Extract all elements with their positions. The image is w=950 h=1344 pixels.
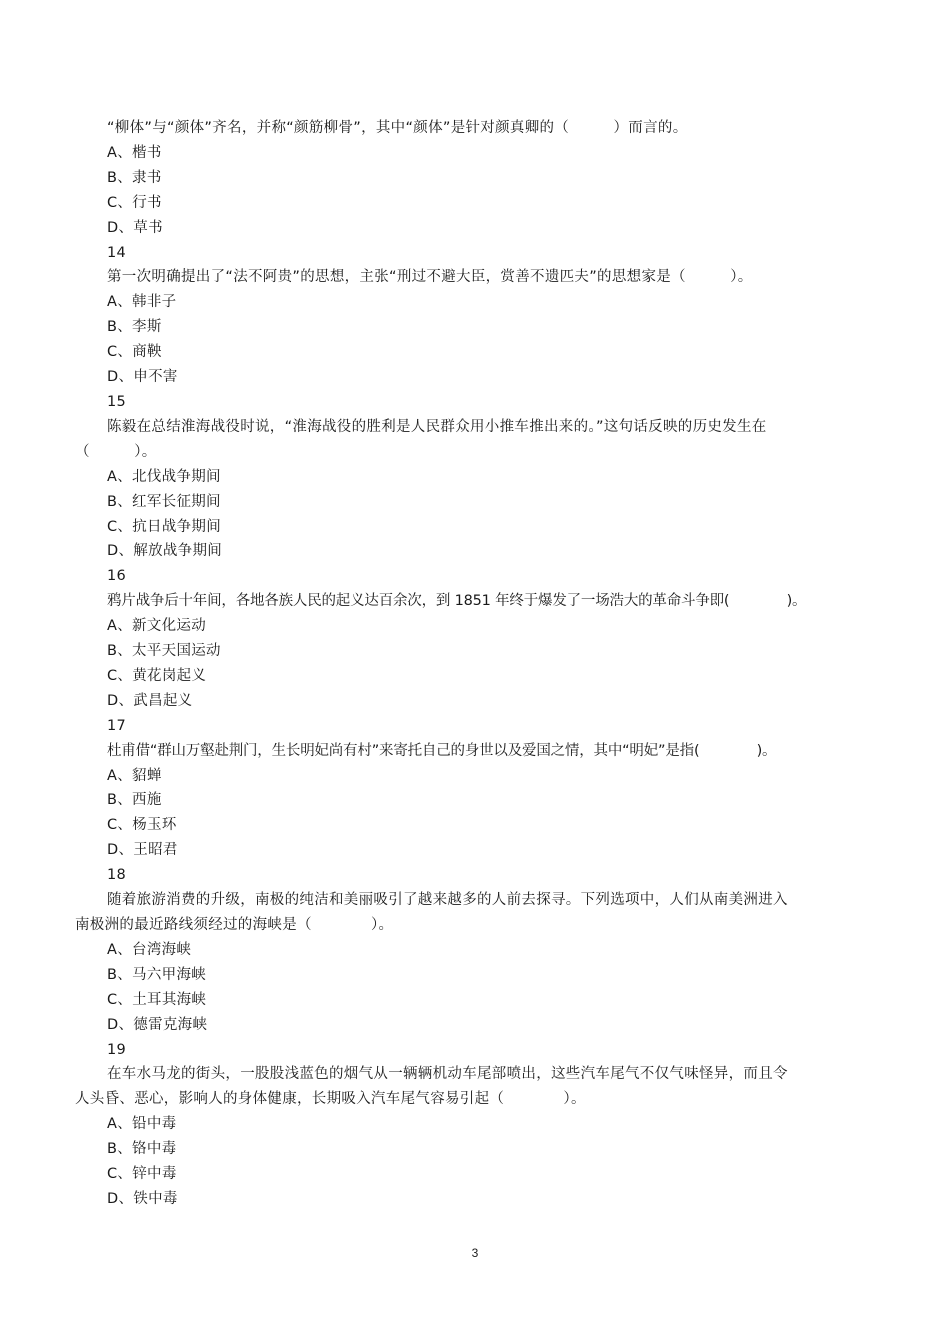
option-d: D、铁中毒 — [107, 1190, 178, 1207]
option-b: B、李斯 — [107, 319, 162, 336]
question-14 — [75, 241, 875, 390]
question-number: 19 — [107, 1041, 127, 1058]
option-d: D、武昌起义 — [107, 692, 193, 709]
question-stem: 杜甫借“群山万壑赴荆门，生长明妃尚有村”来寄托自己的身世以及爱国之情，其中“明妃”是指( )。 — [107, 742, 777, 759]
option-a: A、北伐战争期间 — [107, 468, 221, 485]
option-c: C、杨玉环 — [107, 817, 177, 834]
option-b: B、太平天国运动 — [107, 643, 221, 660]
question-number: 18 — [107, 867, 127, 884]
question-stem-line-1: 在车水马龙的街头，一股股浅蓝色的烟气从一辆辆机动车尾部喷出，这些汽车尾气不仅气味怪异，而且令 — [107, 1066, 788, 1083]
question-stem-line-2: 南极洲的最近路线须经过的海峡是（ ）。 — [75, 917, 394, 933]
option-a: A、新文化运动 — [107, 618, 207, 635]
question-number: 17 — [107, 717, 127, 734]
option-a: A、貂蝉 — [107, 767, 162, 784]
question-stem-line-1: 随着旅游消费的升级，南极的纯洁和美丽吸引了越来越多的人前去探寻。下列选项中，人们从南美洲进入 — [107, 892, 788, 909]
question-13 — [75, 116, 875, 241]
option-b: B、铬中毒 — [107, 1141, 177, 1158]
option-d: D、德雷克海峡 — [107, 1016, 208, 1033]
option-c: C、土耳其海峡 — [107, 991, 207, 1008]
option-c: C、商鞅 — [107, 344, 162, 361]
question-15 — [75, 390, 875, 564]
option-b: B、西施 — [107, 792, 162, 809]
question-stem: “柳体”与“颜体”齐名，并称“颜筋柳骨”，其中“颜体”是针对颜真卿的（ ）而言的。 — [107, 120, 688, 136]
option-c: C、锌中毒 — [107, 1166, 177, 1183]
question-19 — [75, 1038, 875, 1212]
question-number: 14 — [107, 244, 127, 261]
question-stem-line-2: （ ）。 — [75, 443, 157, 460]
question-18 — [75, 863, 875, 1037]
question-stem-line-1: 陈毅在总结淮海战役时说，“淮海战役的胜利是人民群众用小推车推出来的。”这句话反映的历史发生在 — [107, 418, 767, 435]
option-b: B、红军长征期间 — [107, 493, 221, 510]
option-c: C、抗日战争期间 — [107, 518, 222, 535]
option-b: B、隶书 — [107, 169, 162, 186]
question-stem-line-2: 人头昏、恶心，影响人的身体健康，长期吸入汽车尾气容易引起（ ）。 — [75, 1091, 586, 1108]
option-a: A、铅中毒 — [107, 1116, 177, 1133]
option-c: C、黄花岗起义 — [107, 667, 207, 684]
option-c: C、行书 — [107, 194, 162, 211]
option-d: D、申不害 — [107, 369, 178, 386]
question-stem: 第一次明确提出了“法不阿贵”的思想，主张“刑过不避大臣，赏善不遗匹夫”的思想家是（ ）。 — [107, 269, 753, 286]
option-a: A、韩非子 — [107, 294, 177, 311]
question-16 — [75, 564, 875, 713]
question-number: 16 — [107, 568, 127, 585]
option-d: D、王昭君 — [107, 842, 178, 859]
option-d: D、解放战争期间 — [107, 543, 223, 560]
question-number: 15 — [107, 393, 127, 410]
page-number: 3 — [471, 1246, 479, 1260]
question-list — [75, 116, 875, 1212]
option-a: A、楷书 — [107, 144, 162, 161]
question-17 — [75, 714, 875, 863]
option-a: A、台湾海峡 — [107, 941, 192, 958]
option-b: B、马六甲海峡 — [107, 966, 207, 983]
question-stem: 鸦片战争后十年间，各地各族人民的起义达百余次，到 1851 年终于爆发了一场浩大的革命斗争即( )。 — [107, 593, 807, 610]
option-d: D、草书 — [107, 219, 163, 236]
